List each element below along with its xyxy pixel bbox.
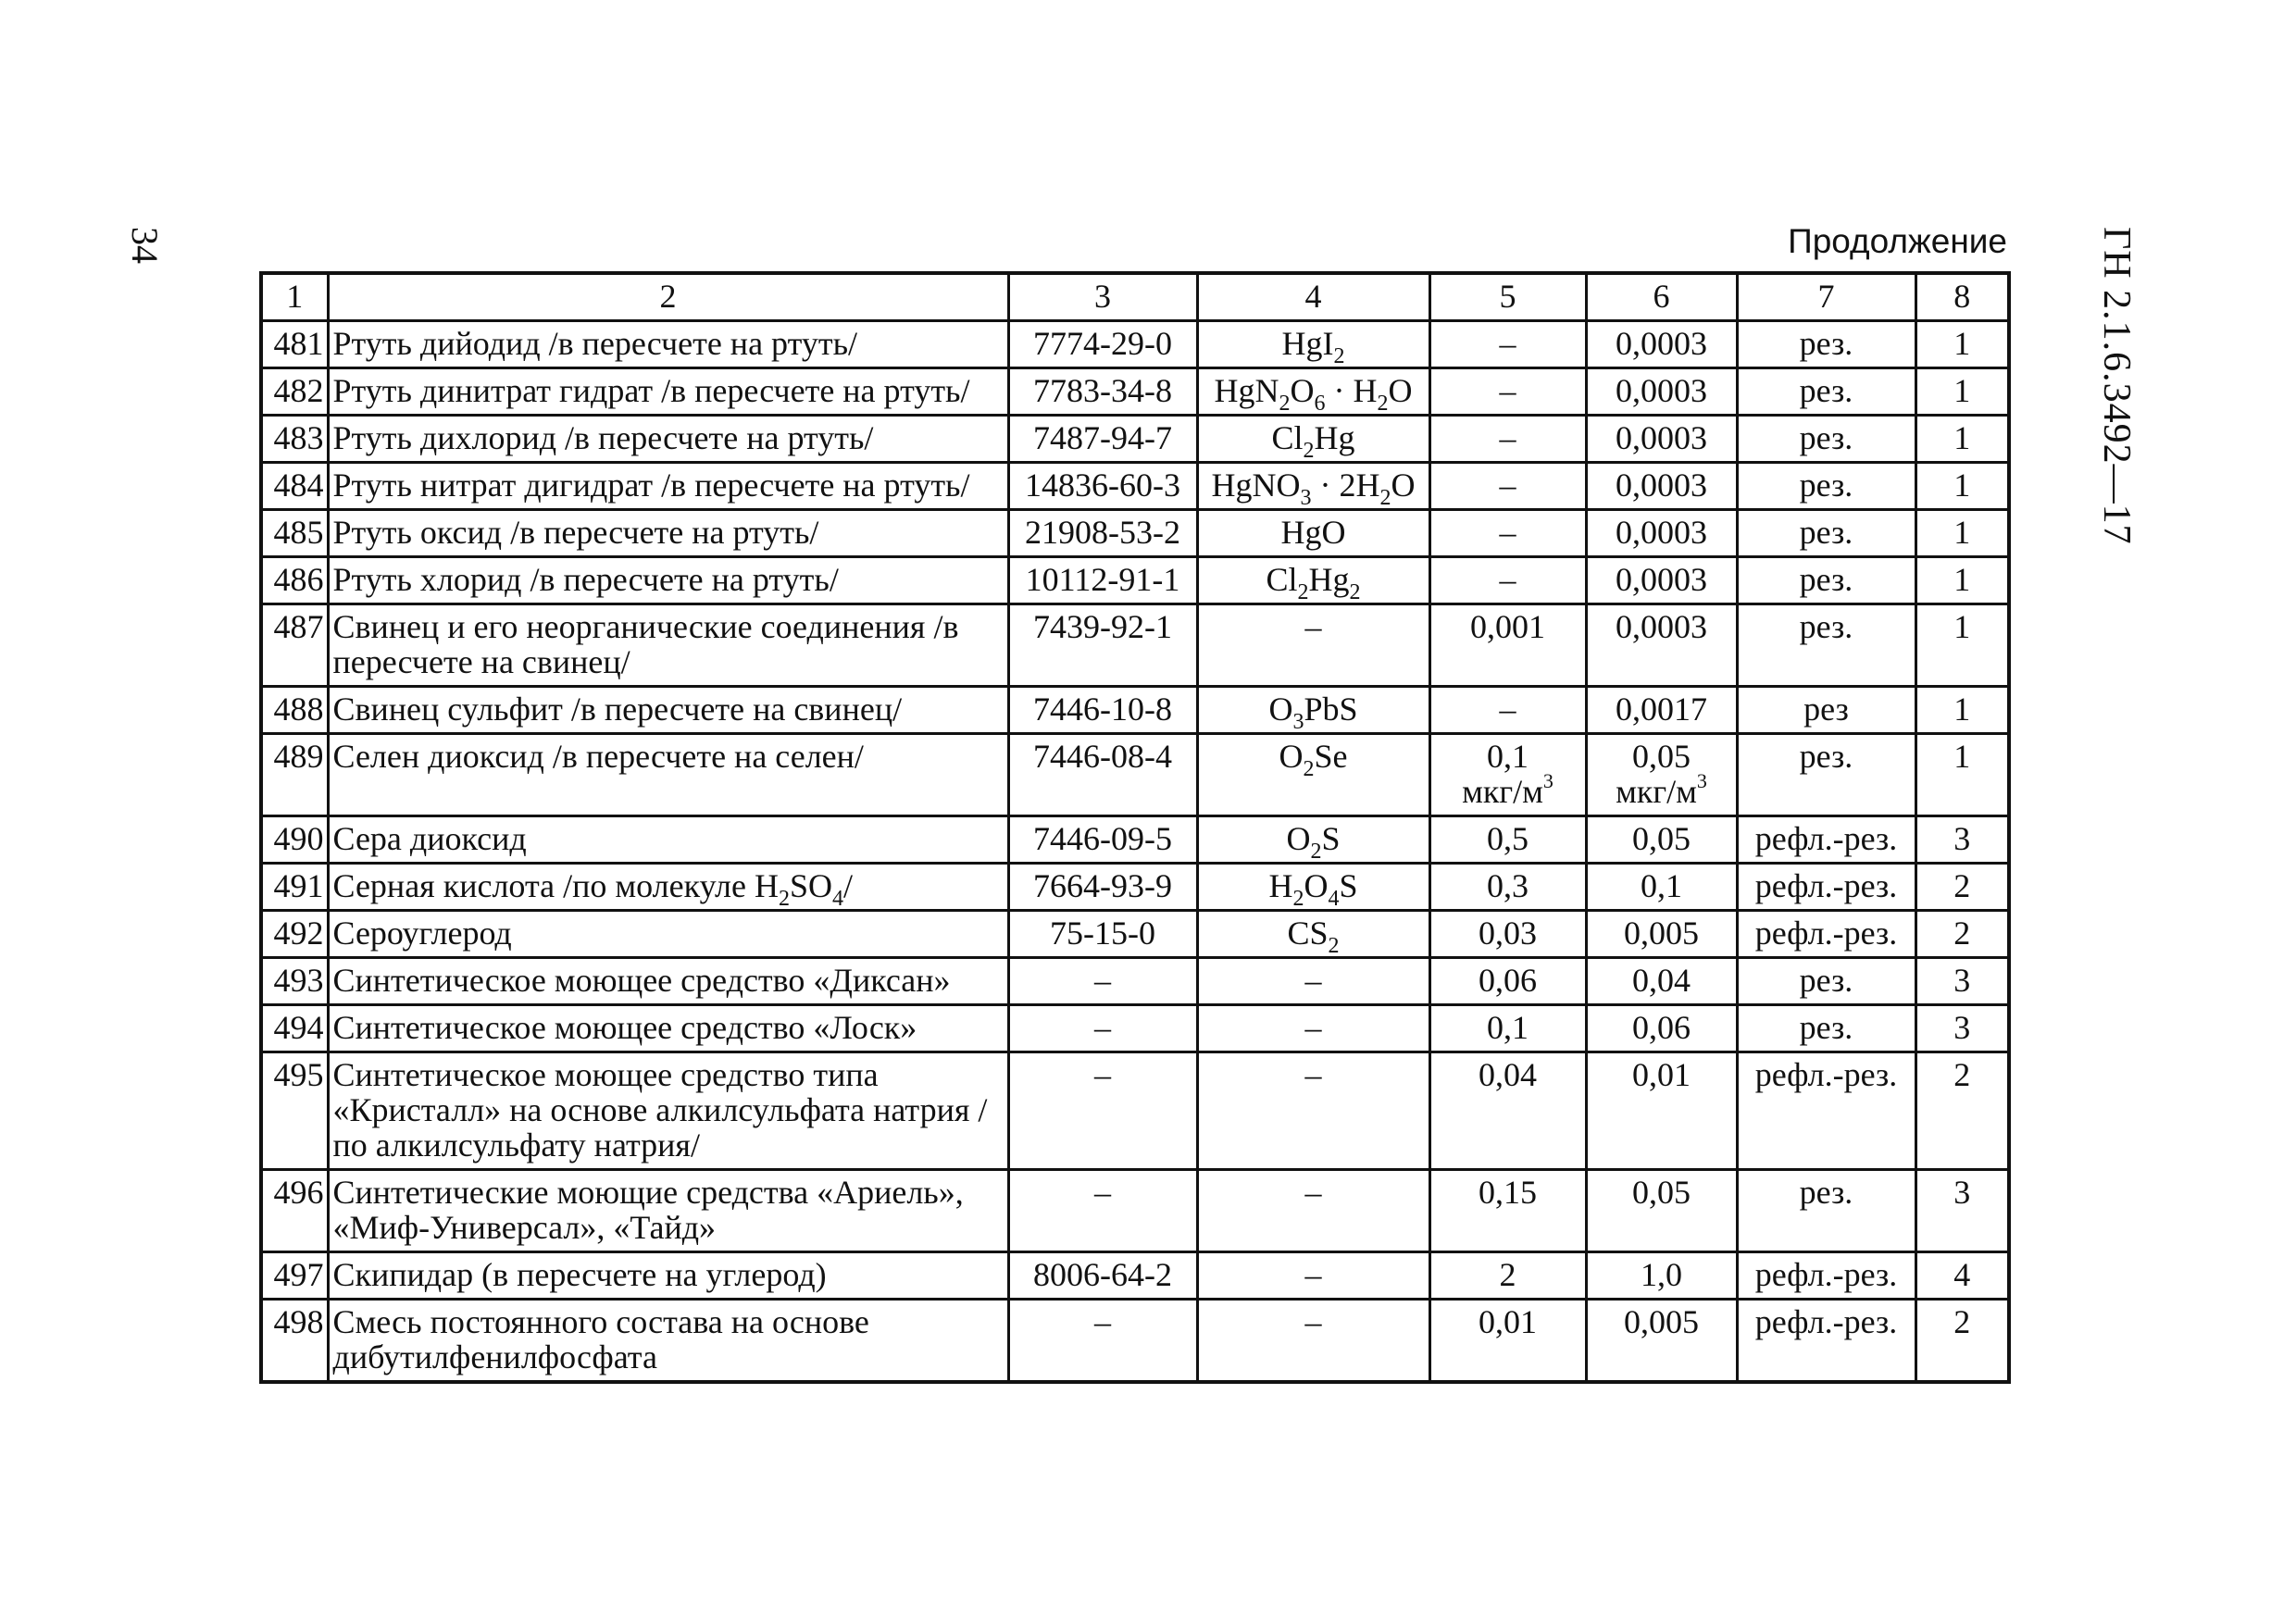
hazard-class: 1: [1915, 604, 2009, 687]
chemical-formula: [1197, 557, 1429, 604]
effect-type: рез.: [1737, 463, 1915, 510]
chemical-formula-text: HgNO: [1211, 467, 1301, 504]
chemical-formula-text: HgI: [1281, 325, 1334, 362]
chemical-formula-text: HgO: [1280, 514, 1346, 551]
document-code: ГН 2.1.6.3492—17: [2095, 227, 2138, 545]
effect-type: рез.: [1737, 1005, 1915, 1052]
chemical-formula: [1197, 1252, 1429, 1300]
chemical-formula-text: Hg: [1308, 561, 1350, 598]
max-single-concentration: [1429, 510, 1586, 557]
cas-number: 21908-53-2: [1008, 510, 1197, 557]
chemical-formula: [1197, 368, 1429, 416]
cas-number: –: [1008, 1052, 1197, 1170]
chemical-formula-subscript: 2: [1297, 580, 1309, 604]
chemical-formula-subscript: 2: [1303, 757, 1315, 781]
substance-name: Синтетическое моющее средство «Лоск»: [328, 1005, 1008, 1052]
page-number: 34: [124, 227, 166, 264]
cas-number: –: [1008, 1005, 1197, 1052]
daily-average-concentration-value: 0,01: [1632, 1056, 1691, 1093]
chemical-formula-subscript: 2: [1279, 392, 1291, 416]
substance-name: Синтетическое моющее средство «Диксан»: [328, 958, 1008, 1005]
daily-average-concentration-unit-text: мкг/м: [1616, 773, 1697, 810]
substance-name: Ртуть дийодид /в пересчете на ртуть/: [328, 321, 1008, 368]
max-single-concentration: [1429, 368, 1586, 416]
max-single-concentration-value: 0,03: [1479, 915, 1537, 952]
daily-average-concentration: [1586, 604, 1737, 687]
chemical-formula-subscript: 2: [1377, 392, 1389, 416]
chemical-formula-text: O: [1268, 691, 1293, 728]
chemical-formula-text: –: [1304, 608, 1322, 645]
substance-name: Селен диоксид /в пересчете на селен/: [328, 734, 1008, 816]
cas-number: –: [1008, 1300, 1197, 1383]
substance-name: Сероуглерод: [328, 911, 1008, 958]
max-single-concentration-unit: [1436, 769, 1580, 810]
chemical-formula-subscript: 2: [1328, 934, 1340, 958]
row-number: 484: [261, 463, 328, 510]
table-row: [261, 321, 2009, 368]
effect-type: рефл.-рез.: [1737, 1252, 1915, 1300]
table-row: [261, 864, 2009, 911]
daily-average-concentration: [1586, 958, 1737, 1005]
daily-average-concentration: [1586, 557, 1737, 604]
cas-number: 7439-92-1: [1008, 604, 1197, 687]
daily-average-concentration-value: 0,0017: [1616, 691, 1707, 728]
max-single-concentration-unit-text: мкг/м: [1462, 773, 1543, 810]
max-single-concentration-value: –: [1499, 419, 1516, 456]
substance-name: Ртуть дихлорид /в пересчете на ртуть/: [328, 416, 1008, 463]
max-single-concentration-value: 0,1: [1487, 738, 1529, 775]
chemical-formula-subscript: 2: [1310, 840, 1322, 864]
chemical-formula: [1197, 734, 1429, 816]
max-single-concentration: [1429, 911, 1586, 958]
hazard-class: 1: [1915, 734, 2009, 816]
max-single-concentration-value: 0,06: [1479, 962, 1537, 999]
hazard-class: 3: [1915, 1005, 2009, 1052]
column-header: 2: [328, 273, 1008, 321]
chemical-formula-text: O: [1391, 467, 1416, 504]
cas-number: 7774-29-0: [1008, 321, 1197, 368]
row-number: 494: [261, 1005, 328, 1052]
daily-average-concentration: [1586, 1170, 1737, 1252]
max-single-concentration-value: –: [1499, 325, 1516, 362]
table-row: [261, 416, 2009, 463]
daily-average-concentration-unit-exponent: 3: [1696, 769, 1707, 792]
effect-type: рефл.-рез.: [1737, 864, 1915, 911]
max-single-concentration-value: 0,15: [1479, 1174, 1537, 1211]
chemical-formula: [1197, 864, 1429, 911]
chemical-formula-text: –: [1304, 1303, 1322, 1340]
cas-number: 7446-08-4: [1008, 734, 1197, 816]
chemical-formula-text: Cl: [1266, 561, 1298, 598]
hazard-class: 2: [1915, 911, 2009, 958]
daily-average-concentration-value: 0,0003: [1616, 372, 1707, 409]
chemical-formula-text: O: [1290, 372, 1315, 409]
cas-number: 8006-64-2: [1008, 1252, 1197, 1300]
chemical-formula: [1197, 816, 1429, 864]
max-single-concentration-value: 0,001: [1470, 608, 1545, 645]
hazard-class: 2: [1915, 1300, 2009, 1383]
chemical-formula: [1197, 463, 1429, 510]
hazard-class: 1: [1915, 321, 2009, 368]
max-single-concentration: [1429, 1052, 1586, 1170]
max-single-concentration: [1429, 557, 1586, 604]
substance-name-text: SO: [789, 867, 832, 904]
table-row: [261, 1252, 2009, 1300]
chemical-formula-text: Hg: [1314, 419, 1355, 456]
cas-number: –: [1008, 1170, 1197, 1252]
chemical-formula-text: O: [1286, 820, 1311, 857]
row-number: 492: [261, 911, 328, 958]
daily-average-concentration: [1586, 816, 1737, 864]
column-header: 4: [1197, 273, 1429, 321]
max-single-concentration: [1429, 1252, 1586, 1300]
cas-number: 7664-93-9: [1008, 864, 1197, 911]
effect-type: рез.: [1737, 416, 1915, 463]
table-row: [261, 958, 2009, 1005]
substance-name: Свинец сульфит /в пересчете на свинец/: [328, 687, 1008, 734]
chemical-formula: [1197, 1170, 1429, 1252]
max-single-concentration: [1429, 1170, 1586, 1252]
max-single-concentration-value: 0,1: [1487, 1009, 1529, 1046]
row-number: 490: [261, 816, 328, 864]
chemical-formula-text: S: [1321, 820, 1341, 857]
daily-average-concentration-value: 0,005: [1624, 1303, 1699, 1340]
chemical-formula-subscript: 4: [1328, 887, 1340, 911]
column-header: 6: [1586, 273, 1737, 321]
chemical-formula-text: O: [1279, 738, 1304, 775]
hazard-class: 3: [1915, 1170, 2009, 1252]
chemical-formula-text: –: [1304, 1174, 1322, 1211]
table-row: [261, 687, 2009, 734]
column-header: 5: [1429, 273, 1586, 321]
table-row: [261, 1005, 2009, 1052]
chemical-formula-subscript: 3: [1300, 486, 1312, 510]
substance-name: Ртуть оксид /в пересчете на ртуть/: [328, 510, 1008, 557]
effect-type: рез.: [1737, 734, 1915, 816]
max-single-concentration-value: 0,3: [1487, 867, 1529, 904]
daily-average-concentration-value: 0,0003: [1616, 325, 1707, 362]
row-number: 493: [261, 958, 328, 1005]
substance-name: Синтетическое моющее средство типа «Кристалл» на основе алкилсульфата натрия /по алкилсульфату натрия/: [328, 1052, 1008, 1170]
row-number: 482: [261, 368, 328, 416]
chemical-formula-text: –: [1304, 1056, 1322, 1093]
table-row: [261, 1300, 2009, 1383]
max-single-concentration-value: –: [1499, 561, 1516, 598]
effect-type: рефл.-рез.: [1737, 816, 1915, 864]
chemical-formula-subscript: 2: [1303, 439, 1315, 463]
hazard-class: 1: [1915, 557, 2009, 604]
row-number: 497: [261, 1252, 328, 1300]
chemical-formula-subscript: 2: [1379, 486, 1391, 510]
row-number: 489: [261, 734, 328, 816]
daily-average-concentration: [1586, 1300, 1737, 1383]
substance-name: Ртуть динитрат гидрат /в пересчете на ртуть/: [328, 368, 1008, 416]
chemical-formula-subscript: 6: [1314, 392, 1326, 416]
chemical-formula-text: –: [1304, 962, 1322, 999]
effect-type: рез.: [1737, 958, 1915, 1005]
effect-type: рефл.-рез.: [1737, 911, 1915, 958]
max-single-concentration-value: –: [1499, 514, 1516, 551]
daily-average-concentration-value: 0,0003: [1616, 561, 1707, 598]
daily-average-concentration: [1586, 416, 1737, 463]
daily-average-concentration-value: 0,1: [1641, 867, 1682, 904]
chemical-formula-subscript: 2: [1333, 344, 1345, 368]
column-header: 1: [261, 273, 328, 321]
hazard-class: 1: [1915, 687, 2009, 734]
table-row: [261, 1052, 2009, 1170]
row-number: 496: [261, 1170, 328, 1252]
cas-number: 10112-91-1: [1008, 557, 1197, 604]
daily-average-concentration-value: 0,04: [1632, 962, 1691, 999]
chemical-formula-text: –: [1304, 1256, 1322, 1293]
column-header: 7: [1737, 273, 1915, 321]
chemical-formula: [1197, 1300, 1429, 1383]
daily-average-concentration: [1586, 510, 1737, 557]
hazard-class: 1: [1915, 463, 2009, 510]
max-single-concentration: [1429, 958, 1586, 1005]
chemical-formula-subscript: 3: [1292, 710, 1304, 734]
daily-average-concentration: [1586, 734, 1737, 816]
daily-average-concentration: [1586, 368, 1737, 416]
max-single-concentration-value: –: [1499, 372, 1516, 409]
chemical-formula-text: S: [1339, 867, 1358, 904]
daily-average-concentration: [1586, 463, 1737, 510]
effect-type: рез.: [1737, 510, 1915, 557]
chemical-formula-subscript: 2: [1349, 580, 1361, 604]
substance-name-text: Серная кислота /по молекуле H: [332, 867, 779, 904]
chemical-formula: [1197, 1052, 1429, 1170]
chemical-formula-text: O: [1304, 867, 1329, 904]
table-row: [261, 911, 2009, 958]
daily-average-concentration: [1586, 1252, 1737, 1300]
max-single-concentration: [1429, 1300, 1586, 1383]
cas-number: 7783-34-8: [1008, 368, 1197, 416]
chemical-formula: [1197, 604, 1429, 687]
substance-name: Синтетические моющие средства «Ариель», «Миф-Универсал», «Тайд»: [328, 1170, 1008, 1252]
row-number: 481: [261, 321, 328, 368]
chemical-formula: [1197, 958, 1429, 1005]
chemical-formula-text: O: [1388, 372, 1413, 409]
max-single-concentration-value: 0,04: [1479, 1056, 1537, 1093]
substance-name-text: /: [843, 867, 854, 904]
daily-average-concentration: [1586, 1052, 1737, 1170]
hygiene-standards-table: [259, 271, 2011, 1384]
table-row: [261, 368, 2009, 416]
max-single-concentration: [1429, 321, 1586, 368]
row-number: 495: [261, 1052, 328, 1170]
hazard-class: 3: [1915, 958, 2009, 1005]
max-single-concentration-value: –: [1499, 691, 1516, 728]
table-row: [261, 557, 2009, 604]
cas-number: 14836-60-3: [1008, 463, 1197, 510]
max-single-concentration: [1429, 463, 1586, 510]
cas-number: 7487-94-7: [1008, 416, 1197, 463]
hazard-class: 2: [1915, 1052, 2009, 1170]
daily-average-concentration-value: 0,05: [1632, 1174, 1691, 1211]
daily-average-concentration-value: 0,0003: [1616, 419, 1707, 456]
substance-name-subscript: 4: [832, 887, 843, 911]
max-single-concentration: [1429, 734, 1586, 816]
continuation-label: Продолжение: [1788, 222, 2007, 260]
table-row: [261, 816, 2009, 864]
chemical-formula-text: H: [1268, 867, 1293, 904]
row-number: 488: [261, 687, 328, 734]
daily-average-concentration: [1586, 321, 1737, 368]
max-single-concentration: [1429, 687, 1586, 734]
effect-type: рефл.-рез.: [1737, 1052, 1915, 1170]
hazard-class: 3: [1915, 816, 2009, 864]
chemical-formula: [1197, 510, 1429, 557]
effect-type: рез.: [1737, 604, 1915, 687]
substance-name: Смесь постоянного состава на основе дибутилфенилфосфата: [328, 1300, 1008, 1383]
substance-name: Ртуть нитрат дигидрат /в пересчете на ртуть/: [328, 463, 1008, 510]
daily-average-concentration-value: 0,0003: [1616, 514, 1707, 551]
daily-average-concentration-value: 0,05: [1632, 820, 1691, 857]
hazard-class: 1: [1915, 368, 2009, 416]
cas-number: –: [1008, 958, 1197, 1005]
table-row: [261, 463, 2009, 510]
table-row: [261, 510, 2009, 557]
effect-type: рез.: [1737, 321, 1915, 368]
max-single-concentration-value: 0,01: [1479, 1303, 1537, 1340]
daily-average-concentration-value: 0,005: [1624, 915, 1699, 952]
daily-average-concentration-unit: [1592, 769, 1731, 810]
row-number: 491: [261, 864, 328, 911]
daily-average-concentration-value: 1,0: [1641, 1256, 1682, 1293]
column-header: 8: [1915, 273, 2009, 321]
max-single-concentration-value: 0,5: [1487, 820, 1529, 857]
daily-average-concentration: [1586, 864, 1737, 911]
effect-type: рефл.-рез.: [1737, 1300, 1915, 1383]
table-header-row: [261, 273, 2009, 321]
chemical-formula-text: · H: [1325, 372, 1378, 409]
daily-average-concentration: [1586, 1005, 1737, 1052]
max-single-concentration: [1429, 1005, 1586, 1052]
table-row: [261, 604, 2009, 687]
substance-name: Сера диоксид: [328, 816, 1008, 864]
cas-number: 75-15-0: [1008, 911, 1197, 958]
daily-average-concentration-value: 0,06: [1632, 1009, 1691, 1046]
substance-name: Скипидар (в пересчете на углерод): [328, 1252, 1008, 1300]
hazard-class: 4: [1915, 1252, 2009, 1300]
effect-type: рез.: [1737, 1170, 1915, 1252]
chemical-formula-text: HgN: [1214, 372, 1279, 409]
chemical-formula-text: PbS: [1304, 691, 1358, 728]
max-single-concentration: [1429, 816, 1586, 864]
daily-average-concentration-value: 0,0003: [1616, 608, 1707, 645]
effect-type: рез.: [1737, 557, 1915, 604]
effect-type: рез.: [1737, 368, 1915, 416]
row-number: 486: [261, 557, 328, 604]
chemical-formula-subscript: 2: [1292, 887, 1304, 911]
table-row: [261, 734, 2009, 816]
chemical-formula-text: Cl: [1271, 419, 1304, 456]
max-single-concentration-value: 2: [1499, 1256, 1516, 1293]
substance-name: [328, 864, 1008, 911]
daily-average-concentration: [1586, 911, 1737, 958]
row-number: 498: [261, 1300, 328, 1383]
max-single-concentration-value: –: [1499, 467, 1516, 504]
hazard-class: 2: [1915, 864, 2009, 911]
chemical-formula-text: –: [1304, 1009, 1322, 1046]
effect-type: рез: [1737, 687, 1915, 734]
table-row: [261, 1170, 2009, 1252]
substance-name: Свинец и его неорганические соединения /в пересчете на свинец/: [328, 604, 1008, 687]
max-single-concentration-unit-exponent: 3: [1542, 769, 1554, 792]
daily-average-concentration: [1586, 687, 1737, 734]
substance-name: Ртуть хлорид /в пересчете на ртуть/: [328, 557, 1008, 604]
column-header: 3: [1008, 273, 1197, 321]
chemical-formula-text: CS: [1287, 915, 1329, 952]
chemical-formula-text: · 2H: [1311, 467, 1380, 504]
chemical-formula: [1197, 321, 1429, 368]
hazard-class: 1: [1915, 510, 2009, 557]
max-single-concentration: [1429, 416, 1586, 463]
max-single-concentration: [1429, 604, 1586, 687]
chemical-formula: [1197, 1005, 1429, 1052]
chemical-formula: [1197, 687, 1429, 734]
chemical-formula: [1197, 911, 1429, 958]
daily-average-concentration-value: 0,0003: [1616, 467, 1707, 504]
chemical-formula-text: Se: [1314, 738, 1348, 775]
row-number: 485: [261, 510, 328, 557]
chemical-formula: [1197, 416, 1429, 463]
cas-number: 7446-09-5: [1008, 816, 1197, 864]
row-number: 487: [261, 604, 328, 687]
hazard-class: 1: [1915, 416, 2009, 463]
row-number: 483: [261, 416, 328, 463]
max-single-concentration: [1429, 864, 1586, 911]
cas-number: 7446-10-8: [1008, 687, 1197, 734]
substance-name-subscript: 2: [778, 887, 790, 911]
daily-average-concentration-value: 0,05: [1632, 738, 1691, 775]
